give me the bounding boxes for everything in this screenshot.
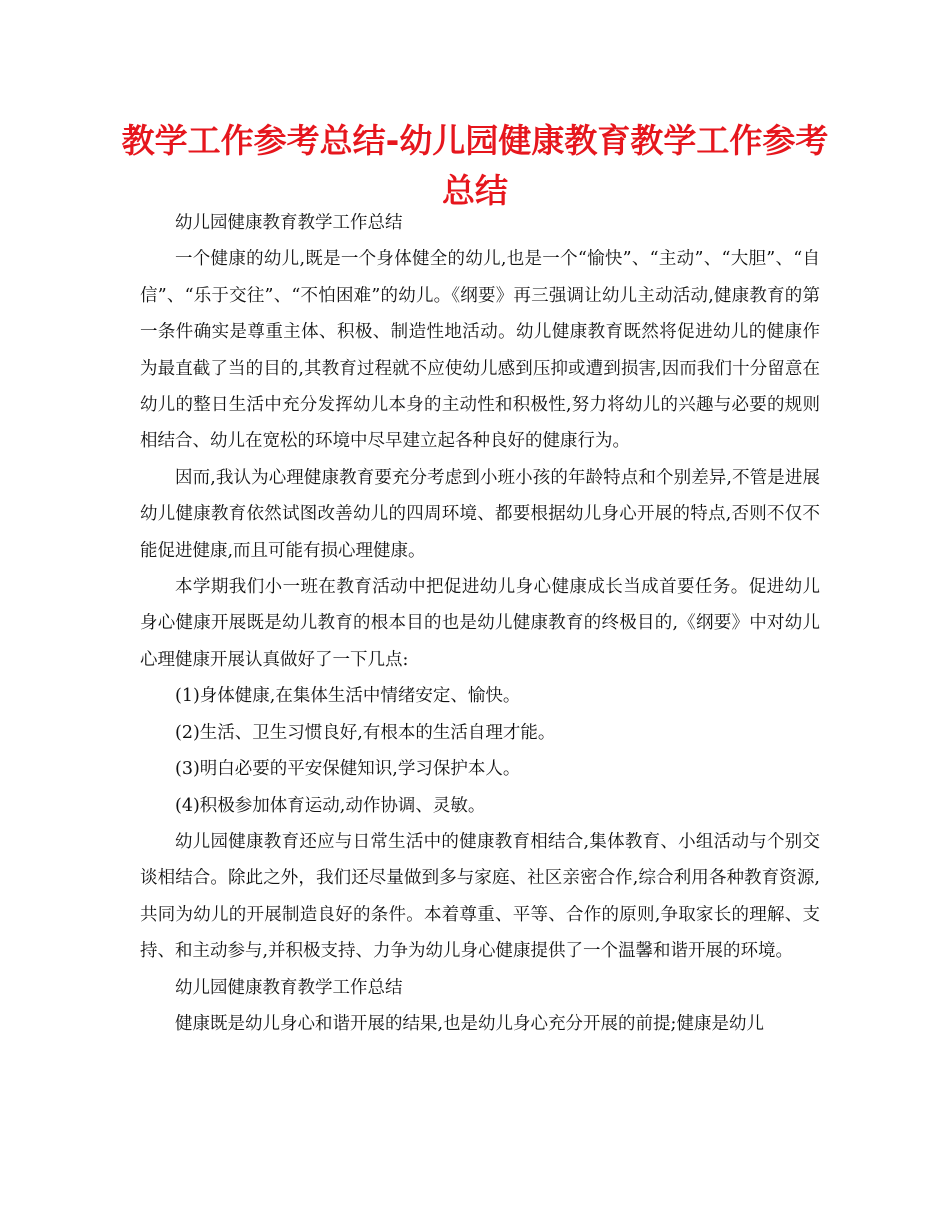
section-heading: 幼儿园健康教育教学工作总结 [175, 977, 403, 998]
document-body [140, 205, 820, 1042]
body-paragraph: 幼儿园健康教育还应与日常生活中的健康教育相结合,集体教育、小组活动与个别交谈相结合。除此之外，我们还尽量做到多与家庭、社区亲密合作,综合利用各种教育资源,共同为幼儿的开展制造良好的条件。本着尊重、平等、合作的原则,争取家长的理解、支持、和主动参与,并积极支持、力争为幼儿身心健康提供了一个温馨和谐开展的环境。 [140, 831, 820, 962]
body-paragraph: 因而,我认为心理健康教育要充分考虑到小班小孩的年龄特点和个别差异,不管是进展幼儿健康教育依然试图改善幼儿的四周环境、都要根据幼儿身心开展的特点,否则不仅不能促进健康,而且可能有损心理健康。 [140, 467, 820, 561]
list-item: (3)明白必要的平安保健知识,学习保护本人。 [175, 759, 521, 780]
section-heading: 幼儿园健康教育教学工作总结 [175, 213, 403, 233]
list-item: (1)身体健康,在集体生活中情绪安定、愉快。 [175, 686, 521, 707]
document-title: 教学工作参考总结-幼儿园健康教育教学工作参考总结 [121, 121, 829, 210]
body-paragraph: 本学期我们小一班在教育活动中把促进幼儿身心健康成长当成首要任务。促进幼儿身心健康开展既是幼儿教育的根本目的也是幼儿健康教育的终极目的,《纲要》中对幼儿心理健康开展认真做好了一下几点: [140, 577, 820, 670]
body-paragraph: 一个健康的幼儿,既是一个身体健全的幼儿,也是一个“愉快”、“主动”、“大胆”、“自信”、“乐于交往”、“不怕困难”的幼儿。《纲要》再三强调让幼儿主动活动,健康教育的第一条件确实是尊重主体、积极、制造性地活动。幼儿健康教育既然将促进幼儿的健康作为最直截了当的目的,其教育过程就不应使幼儿感到压抑或遭到损害,因而我们十分留意在幼儿的整日生活中充分发挥幼儿本身的主动性和积极性,努力将幼儿的兴趣与必要的规则相结合、幼儿在宽松的环境中尽早建立起各种良好的健康行为。 [140, 249, 820, 452]
list-item: (4)积极参加体育运动,动作协调、灵敏。 [175, 795, 486, 816]
body-paragraph: 健康既是幼儿身心和谐开展的结果,也是幼儿身心充分开展的前提;健康是幼儿 [175, 1013, 764, 1034]
list-item: (2)生活、卫生习惯良好,有根本的生活自理才能。 [175, 722, 556, 743]
